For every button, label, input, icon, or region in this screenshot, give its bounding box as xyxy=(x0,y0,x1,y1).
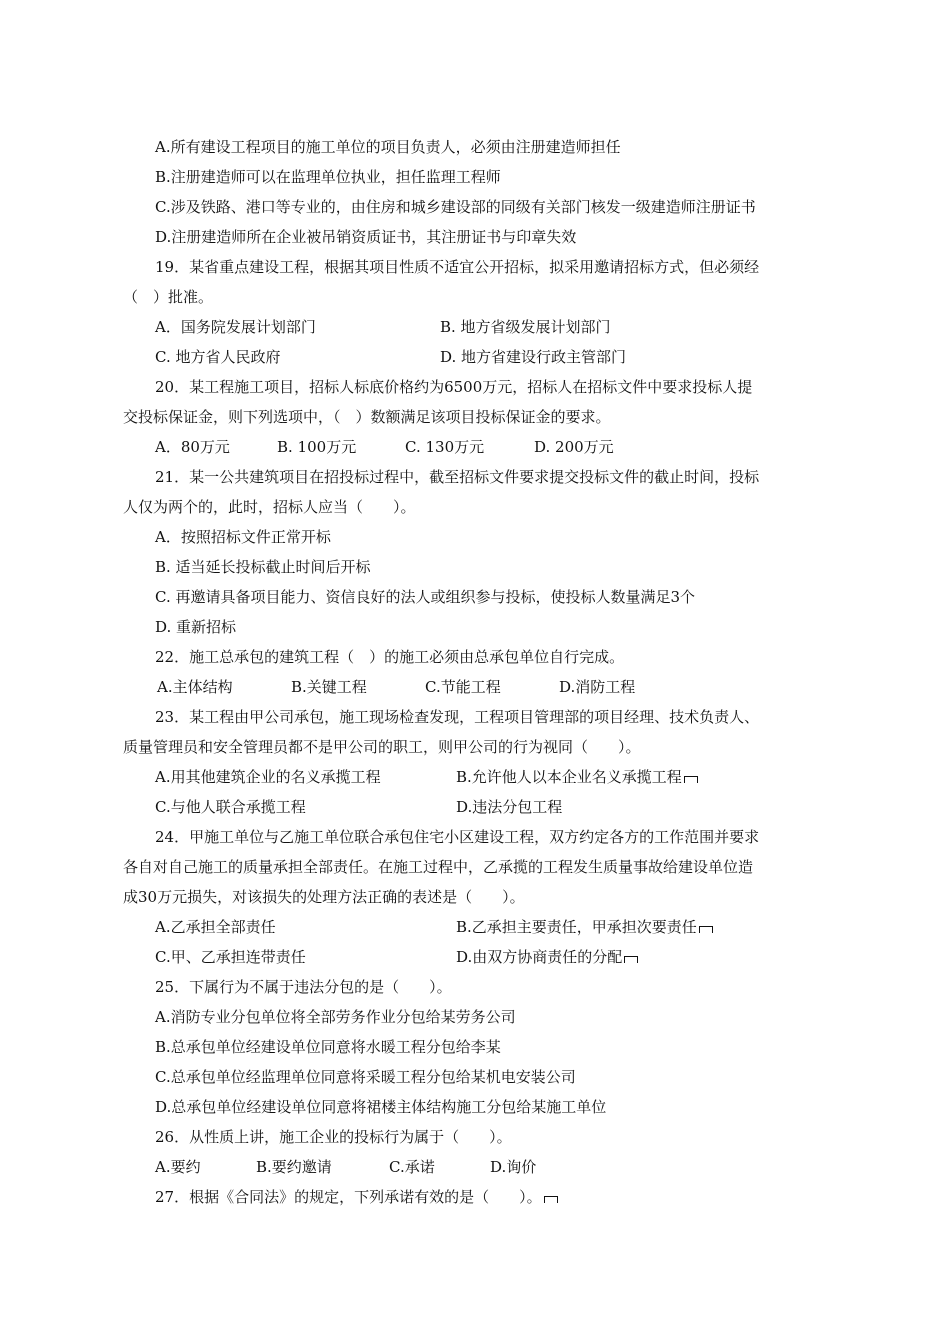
q24-option-b: B.乙承担主要责任，甲承担次要责任 xyxy=(456,918,697,936)
q25-option-c: C.总承包单位经监理单位同意将采暖工程分包给某机电安装公司 xyxy=(155,1068,576,1086)
q20-option-a: A．80万元 xyxy=(155,438,230,456)
q20-option-b: B. 100万元 xyxy=(277,438,357,456)
q20-option-d: D. 200万元 xyxy=(534,438,614,456)
q21-stem-line1: 21．某一公共建筑项目在招投标过程中，截至招标文件要求提交投标文件的截止时间，投标 xyxy=(155,468,760,486)
q24-option-d: D.由双方协商责任的分配 xyxy=(456,948,623,966)
q23-option-a: A.用其他建筑企业的名义承揽工程 xyxy=(155,768,381,786)
q19-stem-line1: 19．某省重点建设工程，根据其项目性质不适宜公开招标，拟采用邀请招标方式，但必须经 xyxy=(155,258,760,276)
q26-option-c: C.承诺 xyxy=(389,1158,435,1176)
q26-option-d: D.询价 xyxy=(490,1158,537,1176)
q22-stem: 22．施工总承包的建筑工程（ ）的施工必须由总承包单位自行完成。 xyxy=(155,648,625,666)
q20-stem-line1: 20．某工程施工项目，招标人标底价格约为6500万元，招标人在招标文件中要求投标人提 xyxy=(155,378,753,396)
q26-option-a: A.要约 xyxy=(155,1158,201,1176)
q18-option-a: A.所有建设工程项目的施工单位的项目负责人，必须由注册建造师担任 xyxy=(155,138,621,156)
paragraph-mark-icon xyxy=(684,776,698,783)
q25-option-a: A.消防专业分包单位将全部劳务作业分包给某劳务公司 xyxy=(155,1008,516,1026)
q19-stem-line2: （ ）批准。 xyxy=(123,288,214,306)
q23-option-c: C.与他人联合承揽工程 xyxy=(155,798,306,816)
paragraph-mark-icon xyxy=(624,956,638,963)
q26-stem: 26．从性质上讲，施工企业的投标行为属于（ ）。 xyxy=(155,1128,512,1146)
q20-stem-line2: 交投标保证金，则下列选项中，（ ）数额满足该项目投标保证金的要求。 xyxy=(123,408,611,426)
q26-option-b: B.要约邀请 xyxy=(256,1158,332,1176)
q21-option-a: A．按照招标文件正常开标 xyxy=(155,528,331,546)
q19-option-c: C. 地方省人民政府 xyxy=(155,348,281,366)
q27-stem-wrap xyxy=(155,1187,558,1207)
q25-option-b: B.总承包单位经建设单位同意将水暖工程分包给李某 xyxy=(155,1038,501,1056)
q24-stem-line1: 24．甲施工单位与乙施工单位联合承包住宅小区建设工程，双方约定各方的工作范围并要求 xyxy=(155,828,760,846)
q23-option-b: B.允许他人以本企业名义承揽工程 xyxy=(456,768,682,786)
q22-option-d: D.消防工程 xyxy=(559,678,636,696)
q21-option-c: C. 再邀请具备项目能力、资信良好的法人或组织参与投标，使投标人数量满足3个 xyxy=(155,588,696,606)
q24-option-d-wrap xyxy=(456,947,638,967)
q21-option-b: B. 适当延长投标截止时间后开标 xyxy=(155,558,371,576)
q24-option-c: C.甲、乙承担连带责任 xyxy=(155,948,306,966)
q24-stem-line2: 各自对自己施工的质量承担全部责任。在施工过程中，乙承揽的工程发生质量事故给建设单位造 xyxy=(123,858,754,876)
q24-stem-line3: 成30万元损失，对该损失的处理方法正确的表述是（ ）。 xyxy=(123,888,525,906)
q22-option-a: A.主体结构 xyxy=(157,678,233,696)
q24-option-b-wrap xyxy=(456,917,713,937)
q22-option-c: C.节能工程 xyxy=(425,678,501,696)
q23-stem-line2: 质量管理员和安全管理员都不是甲公司的职工，则甲公司的行为视同（ ）。 xyxy=(123,738,641,756)
paragraph-mark-icon xyxy=(544,1196,558,1203)
q23-option-b-wrap xyxy=(456,767,698,787)
q27-stem: 27．根据《合同法》的规定，下列承诺有效的是（ ）。 xyxy=(155,1188,542,1206)
q20-option-c: C. 130万元 xyxy=(405,438,485,456)
q19-option-a: A．国务院发展计划部门 xyxy=(155,318,316,336)
q22-option-b: B.关键工程 xyxy=(291,678,367,696)
paragraph-mark-icon xyxy=(699,926,713,933)
q23-stem-line1: 23．某工程由甲公司承包，施工现场检查发现，工程项目管理部的项目经理、技术负责人、 xyxy=(155,708,760,726)
q19-option-b: B. 地方省级发展计划部门 xyxy=(440,318,611,336)
q24-option-a: A.乙承担全部责任 xyxy=(155,918,276,936)
q18-option-b: B.注册建造师可以在监理单位执业，担任监理工程师 xyxy=(155,168,501,186)
q25-stem: 25．下属行为不属于违法分包的是（ ）。 xyxy=(155,978,452,996)
q25-option-d: D.总承包单位经建设单位同意将裙楼主体结构施工分包给某施工单位 xyxy=(155,1098,607,1116)
q21-stem-line2: 人仅为两个的，此时，招标人应当（ ）。 xyxy=(123,498,416,516)
q18-option-d: D.注册建造师所在企业被吊销资质证书，其注册证书与印章失效 xyxy=(155,228,577,246)
q21-option-d: D. 重新招标 xyxy=(155,618,237,636)
q23-option-d: D.违法分包工程 xyxy=(456,798,563,816)
q19-option-d: D. 地方省建设行政主管部门 xyxy=(440,348,627,366)
q18-option-c: C.涉及铁路、港口等专业的，由住房和城乡建设部的同级有关部门核发一级建造师注册证书 xyxy=(155,198,756,216)
